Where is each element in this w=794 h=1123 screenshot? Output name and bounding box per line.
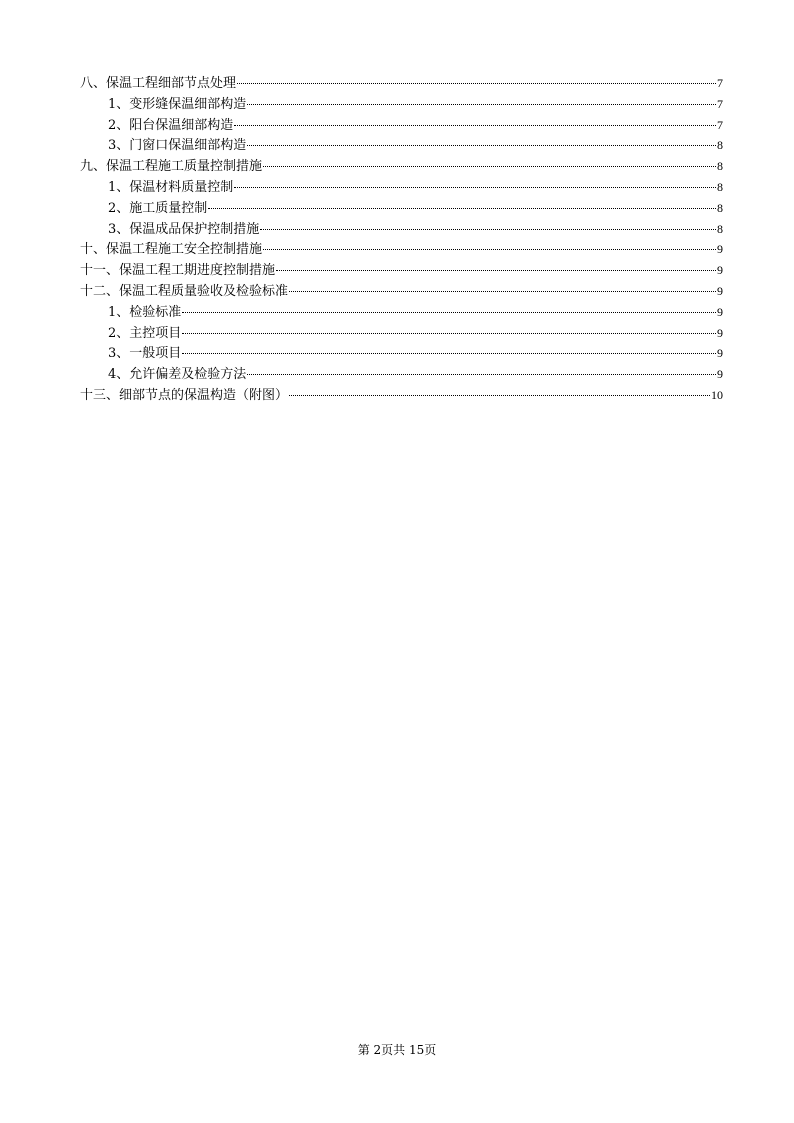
toc-entry-page: 9 <box>717 325 723 340</box>
toc-entry-title: 2、施工质量控制 <box>108 200 208 216</box>
toc-entry[interactable] <box>80 364 723 385</box>
toc-entry[interactable] <box>80 177 723 198</box>
toc-leader-dots <box>260 229 716 230</box>
toc-leader-dots <box>182 333 716 334</box>
toc-entry-title: 十、保温工程施工安全控制措施 <box>80 242 263 258</box>
toc-entry[interactable] <box>80 385 723 406</box>
toc-leader-dots <box>276 270 716 271</box>
toc-entry-title: 3、保温成品保护控制措施 <box>108 221 260 237</box>
toc-entry-page: 7 <box>717 96 723 111</box>
toc-entry[interactable] <box>80 343 723 364</box>
toc-entry[interactable] <box>80 281 723 302</box>
toc-entry[interactable] <box>80 94 723 115</box>
toc-entry-title: 1、变形缝保温细部构造 <box>108 96 247 112</box>
toc-entry[interactable] <box>80 302 723 323</box>
toc-entry[interactable] <box>80 115 723 136</box>
toc-entry-page: 9 <box>717 367 723 382</box>
toc-entry-page: 8 <box>717 179 723 194</box>
toc-entry-title: 3、门窗口保温细部构造 <box>108 138 247 154</box>
toc-entry-title: 1、保温材料质量控制 <box>108 179 234 195</box>
page-number-footer: 第 2页共 15页 <box>357 1043 437 1057</box>
toc-entry-title: 4、允许偏差及检验方法 <box>108 367 247 383</box>
toc-entry-page: 9 <box>717 263 723 278</box>
toc-entry[interactable] <box>80 260 723 281</box>
toc-leader-dots <box>247 145 716 146</box>
toc-entry-page: 8 <box>717 200 723 215</box>
toc-entry-title: 1、检验标准 <box>108 304 182 320</box>
toc-entry-title: 九、保温工程施工质量控制措施 <box>80 159 263 175</box>
toc-leader-dots <box>234 187 716 188</box>
toc-leader-dots <box>263 166 716 167</box>
toc-leader-dots <box>182 312 716 313</box>
toc-leader-dots <box>208 208 716 209</box>
toc-entry[interactable] <box>80 135 723 156</box>
toc-entry-page: 7 <box>717 76 723 90</box>
toc-entry[interactable] <box>80 323 723 344</box>
toc-entry[interactable] <box>80 219 723 240</box>
toc-entry[interactable] <box>80 239 723 260</box>
toc-entry-page: 8 <box>717 159 723 174</box>
toc-leader-dots <box>289 291 716 292</box>
toc-entry-title: 3、一般项目 <box>108 346 182 362</box>
toc-entry-title: 2、阳台保温细部构造 <box>108 117 234 133</box>
toc-entry-page: 9 <box>717 346 723 361</box>
toc-entry[interactable] <box>80 156 723 177</box>
toc-entry-title: 八、保温工程细部节点处理 <box>80 76 237 91</box>
toc-entry-page: 9 <box>717 304 723 319</box>
toc-leader-dots <box>263 249 716 250</box>
toc-leader-dots <box>247 374 716 375</box>
toc-entry-page: 7 <box>717 117 723 132</box>
toc-entry-page: 9 <box>717 283 723 298</box>
toc-entry-title: 十二、保温工程质量验收及检验标准 <box>80 283 289 299</box>
toc-entry-page: 10 <box>711 387 723 402</box>
toc-leader-dots <box>182 353 716 354</box>
toc-entry-page: 8 <box>717 221 723 236</box>
toc-entry-title: 十三、细部节点的保温构造（附图） <box>80 387 289 403</box>
table-of-contents <box>80 73 723 406</box>
toc-entry[interactable] <box>80 198 723 219</box>
toc-leader-dots <box>237 83 716 84</box>
toc-leader-dots <box>247 104 716 105</box>
toc-leader-dots <box>289 395 710 396</box>
toc-entry[interactable] <box>80 73 723 94</box>
toc-entry-page: 8 <box>717 138 723 153</box>
toc-entry-title: 2、主控项目 <box>108 325 182 341</box>
toc-leader-dots <box>234 125 716 126</box>
toc-entry-title: 十一、保温工程工期进度控制措施 <box>80 263 276 279</box>
toc-entry-page: 9 <box>717 242 723 257</box>
